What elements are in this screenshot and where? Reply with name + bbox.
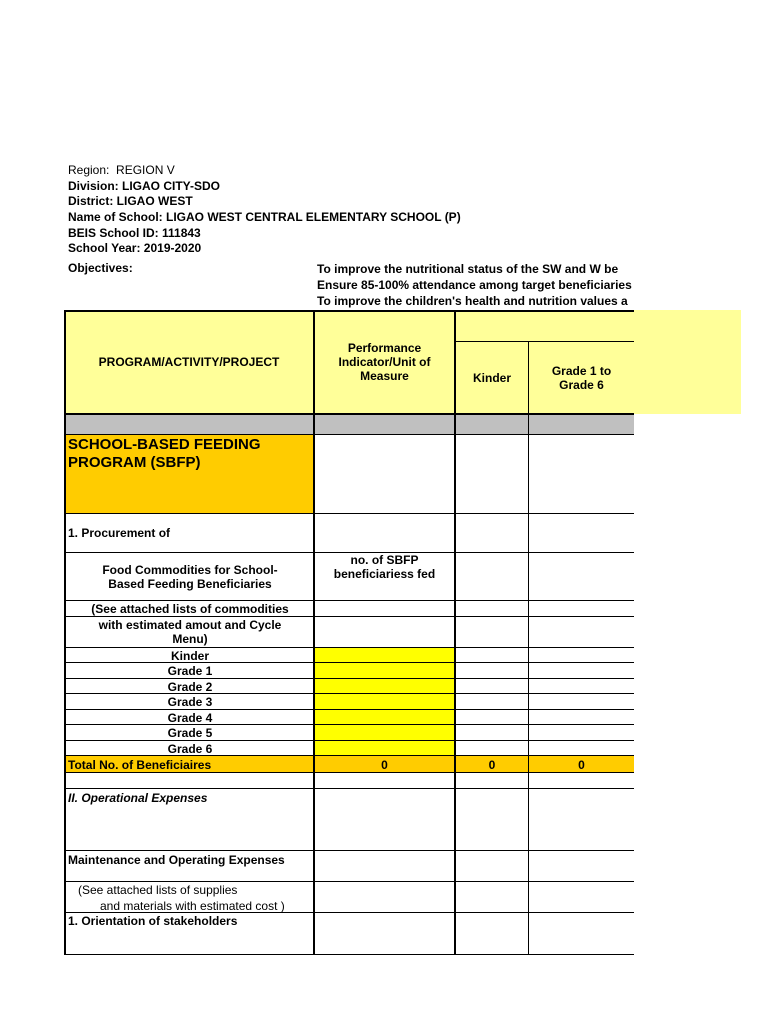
rule-total-bottom xyxy=(64,772,634,773)
rule-grade4-row xyxy=(64,724,634,725)
col-grade-header: Grade 1 to Grade 6 xyxy=(529,342,634,414)
school-name: Name of School: LIGAO WEST CENTRAL ELEMENTARY SCHOOL (P) xyxy=(68,210,461,224)
objective-2: Ensure 85-100% attendance among target beneficiaries xyxy=(317,278,632,292)
grade-label-4: Grade 4 xyxy=(167,710,213,725)
rule-materials-bottom xyxy=(64,912,634,913)
beneficiaries-group-header xyxy=(455,310,634,342)
total-indicator-value: 0 xyxy=(381,757,388,772)
estimated-menu-note: with estimated amout and Cycle Menu) xyxy=(98,618,282,646)
see-supplies-note: (See attached lists of supplies xyxy=(78,883,238,897)
total-grade-value: 0 xyxy=(578,757,585,772)
rule-table-bottom xyxy=(64,954,634,955)
grade-label-5: Grade 5 xyxy=(167,726,213,740)
rule-gray-bottom xyxy=(64,434,634,435)
total-kinder-value: 0 xyxy=(488,757,496,772)
region-value: REGION V xyxy=(116,163,175,177)
rule-header-bottom xyxy=(64,413,634,415)
grade-label-kinder: Kinder xyxy=(170,648,209,663)
sbfp-table xyxy=(64,310,634,955)
sbfp-title: SCHOOL-BASED FEEDING PROGRAM (SBFP) xyxy=(66,434,314,513)
rule-subheader xyxy=(455,341,634,342)
col-divider-kinder xyxy=(528,342,529,955)
rule-grade1-row xyxy=(64,678,634,679)
beis-school-id: BEIS School ID: 111843 xyxy=(68,226,201,240)
rule-menu-bottom xyxy=(64,647,634,648)
rule-mooe-bottom xyxy=(64,881,634,882)
rule-grade6-row xyxy=(64,755,634,756)
rule-sbfp-bottom xyxy=(64,513,634,514)
rule-operational-bottom xyxy=(64,850,634,851)
col-kinder-header: Kinder xyxy=(455,342,529,414)
col-divider-indicator xyxy=(454,310,456,955)
rule-grade3-row xyxy=(64,709,634,710)
objective-1: To improve the nutritional status of the SW and W be xyxy=(317,262,619,276)
col-indicator-header: Performance Indicator/Unit of Measure xyxy=(314,310,455,414)
division: Division: LIGAO CITY-SDO xyxy=(68,179,221,193)
procurement-label: 1. Procurement of xyxy=(68,526,171,540)
grade-label-1: Grade 1 xyxy=(167,664,213,678)
school-year: School Year: 2019-2020 xyxy=(68,241,202,255)
objective-3: To improve the children's health and nutrition values a xyxy=(317,294,628,308)
see-commodities-note: (See attached lists of commodities xyxy=(91,602,289,616)
objectives-label: Objectives: xyxy=(68,261,133,275)
rule-procurement-bottom xyxy=(64,552,634,553)
rule-grade5-row xyxy=(64,740,634,741)
total-label: Total No. of Beneficiaires xyxy=(68,757,212,772)
district: District: LIGAO WEST xyxy=(68,194,193,208)
col-program-header: PROGRAM/ACTIVITY/PROJECT xyxy=(64,310,314,414)
grade-label-3: Grade 3 xyxy=(167,695,213,709)
operational-expenses-label: II. Operational Expenses xyxy=(68,791,208,805)
materials-cost-note: and materials with estimated cost ) xyxy=(100,898,285,913)
grade-label-6: Grade 6 xyxy=(167,741,213,756)
region-line xyxy=(68,163,175,178)
header-fill-extension xyxy=(634,310,741,414)
col-divider-program xyxy=(313,310,315,955)
rule-grade2-row xyxy=(64,693,634,694)
rule-blank-bottom xyxy=(64,788,634,789)
orientation-label: 1. Orientation of stakeholders xyxy=(68,914,238,928)
indicator-fed: no. of SBFP beneficiariess fed xyxy=(333,553,436,581)
spacer-row xyxy=(64,414,634,434)
rule-kinder-row xyxy=(64,662,634,663)
border-top xyxy=(64,310,634,312)
border-left xyxy=(64,310,66,955)
rule-see-bottom xyxy=(64,616,634,617)
mooe-label: Maintenance and Operating Expenses xyxy=(68,853,285,867)
region-label: Region: xyxy=(68,163,110,177)
food-commodities-label: Food Commodities for School-Based Feeding Beneficiaries xyxy=(102,563,278,591)
grade-label-2: Grade 2 xyxy=(167,679,213,694)
rule-food-bottom xyxy=(64,600,634,601)
